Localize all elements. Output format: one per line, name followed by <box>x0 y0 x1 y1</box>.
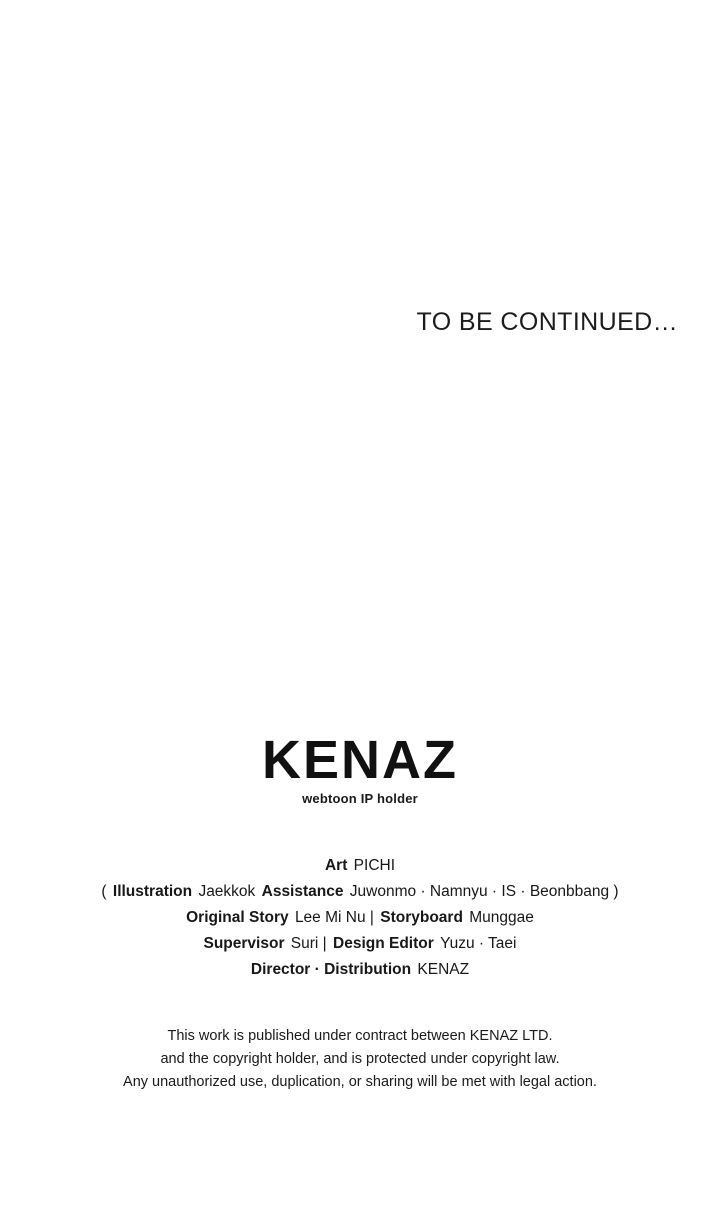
credits-block <box>0 853 720 983</box>
credits-role-label: Original Story <box>186 909 289 926</box>
credits-line <box>0 957 720 983</box>
credits-role-label: Storyboard <box>380 909 463 926</box>
legal-notice <box>0 1025 720 1094</box>
credits-name: Munggae <box>469 909 534 926</box>
credits-name: Jaekkok <box>198 883 256 900</box>
credits-name: Juwonmo · Namnyu · IS · Beonbbang ) <box>349 883 619 900</box>
publisher-logo <box>0 730 720 806</box>
to-be-continued-text: TO BE CONTINUED… <box>416 308 678 336</box>
credits-role-label: Design Editor <box>333 935 434 952</box>
legal-notice-line: This work is published under contract between KENAZ LTD. <box>167 1028 553 1044</box>
legal-notice-line: and the copyright holder, and is protected under copyright law. <box>160 1051 560 1067</box>
credits-line <box>0 879 720 905</box>
credits-name: ( <box>101 883 107 900</box>
publisher-logo-wordmark: KENAZ <box>262 730 458 790</box>
credits-role-label: Illustration <box>112 883 193 900</box>
credits-line <box>0 905 720 931</box>
publisher-logo-subtitle: webtoon IP holder <box>302 791 418 806</box>
credits-name: Yuzu · Taei <box>440 935 517 952</box>
credits-name: KENAZ <box>417 961 470 978</box>
credits-role-label: Assistance <box>261 883 344 900</box>
credits-line <box>0 853 720 879</box>
credits-name: Lee Mi Nu | <box>294 909 374 926</box>
credits-line <box>0 931 720 957</box>
credits-name: Suri | <box>290 935 327 952</box>
legal-notice-line: Any unauthorized use, duplication, or sharing will be met with legal action. <box>123 1074 597 1090</box>
credits-name: PICHI <box>353 857 396 874</box>
credits-role-label: Art <box>324 857 348 874</box>
credits-role-label: Director · Distribution <box>250 961 412 978</box>
credits-role-label: Supervisor <box>203 935 285 952</box>
